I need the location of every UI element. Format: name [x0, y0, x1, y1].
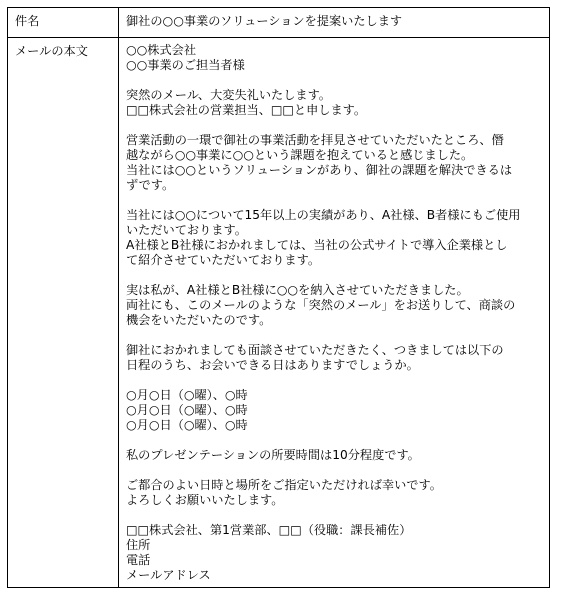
schedule-option: ○月○日（○曜）、○時	[126, 418, 248, 432]
subject-label: 件名	[8, 8, 119, 38]
body-paragraph-request	[126, 343, 545, 373]
subject-row	[8, 8, 550, 38]
subject-value: 御社の○○事業のソリューションを提案いたします	[119, 8, 550, 38]
body-line: 日程のうち、お会いできる日はありますでしょうか。	[126, 358, 419, 372]
body-paragraph-signature	[126, 523, 545, 583]
schedule-option: ○月○日（○曜）、○時	[126, 388, 248, 402]
body-line: ご都合のよい日時と場所をご指定いただければ幸いです。	[126, 478, 442, 492]
signature-line: 住所	[126, 538, 151, 552]
signature-line: メールアドレス	[126, 568, 211, 582]
body-paragraph-recipient	[126, 43, 545, 73]
body-paragraph-closing	[126, 478, 545, 508]
body-line: 営業活動の一環で御社の事業活動を拝見させていただいたところ、僭	[126, 133, 504, 147]
body-line: ○○株式会社	[126, 43, 197, 57]
body-row	[8, 38, 550, 588]
body-line: 越ながら○○事業に○○という課題を抱えていると感じました。	[126, 148, 474, 162]
schedule-option: ○月○日（○曜）、○時	[126, 403, 248, 417]
body-line: よろしくお願いいたします。	[126, 493, 284, 507]
body-line: 当社には○○というソリューションがあり、御社の課題を解決できるは	[126, 163, 513, 177]
body-paragraph-schedule	[126, 388, 545, 433]
signature-line: □□株式会社、第1営業部、□□（役職：課長補佐）	[126, 523, 412, 537]
body-label: メールの本文	[8, 38, 119, 588]
body-line: 突然のメール、大変失礼いたします。	[126, 88, 331, 102]
body-line: □□株式会社の営業担当、□□と申します。	[126, 103, 367, 117]
body-line: 私のプレゼンテーションの所要時間は10分程度です。	[126, 448, 420, 462]
signature-line: 電話	[126, 553, 151, 567]
body-paragraph-issue	[126, 133, 545, 193]
body-line: A社様とB社様におかれましては、当社の公式サイトで導入企業様とし	[126, 238, 508, 252]
body-paragraph-greeting	[126, 88, 545, 118]
body-line: て紹介させていただいております。	[126, 253, 321, 267]
body-paragraph-case	[126, 283, 545, 328]
body-line: 当社には○○について15年以上の実績があり、A社様、B者様にもご使用	[126, 208, 521, 222]
body-line: ずです。	[126, 178, 175, 192]
body-text	[119, 38, 550, 588]
body-line: 御社におかれましても面談させていただきたく、つきましては以下の	[126, 343, 504, 357]
body-line: ○○事業のご担当者様	[126, 58, 245, 72]
body-line: いただいております。	[126, 223, 247, 237]
email-template-table	[7, 7, 550, 588]
body-line: 機会をいただいたのです。	[126, 313, 272, 327]
body-line: 両社にも、このメールのような「突然のメール」をお送りして、商談の	[126, 298, 516, 312]
body-line: 実は私が、A社様とB社様に○○を納入させていただきました。	[126, 283, 469, 297]
body-paragraph-track-record	[126, 208, 545, 268]
body-paragraph-duration	[126, 448, 545, 463]
